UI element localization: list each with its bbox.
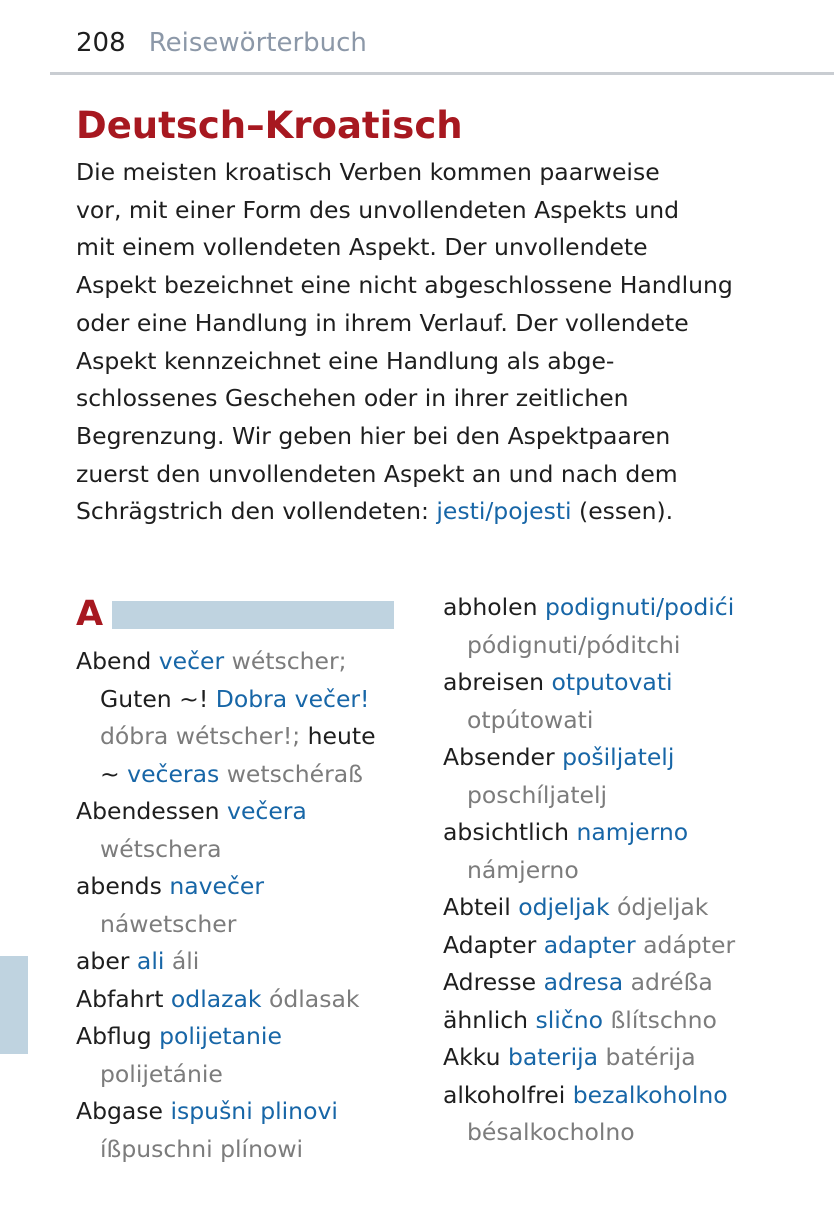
entry-line [76,868,406,906]
pronunciation: otpútowati [467,705,594,734]
entry-line [443,627,834,665]
translation: otputovati [551,668,673,696]
dictionary-entry [443,739,834,814]
pronunciation: wetschéraß [219,759,363,788]
headword: Abendessen [76,797,228,825]
translation: odlazak [170,984,262,1013]
dictionary-entry [76,1093,406,1168]
page-header [76,28,367,68]
intro-line: Begrenzung. Wir geben hier bei den Aspektpaaren [76,421,671,450]
intro-text: Schrägstrich den vollendeten: [76,497,437,526]
headword: Abfahrt [76,984,171,1013]
intro-line: Die meisten kroatisch Verben kommen paarweise [76,158,660,186]
headword: Akku [443,1043,508,1071]
entry-line [443,814,834,852]
dictionary-entry [443,1077,834,1152]
headword: Absender [443,743,563,771]
entry-line [443,777,834,815]
headword: Abgase [76,1097,171,1125]
pronunciation: bésalkocholno [467,1118,635,1146]
dictionary-entry [443,1002,834,1040]
pronunciation: wétscher; [224,647,347,675]
entry-line [443,1002,834,1040]
translation: polijetanie [159,1022,282,1050]
headword: aber [76,947,137,975]
headword: absichtlich [443,818,577,846]
translation: adapter [543,930,636,959]
headword: ähnlich [443,1005,536,1034]
entry-line [76,943,406,981]
thumb-index-tab [0,956,28,1054]
entry-line [443,1039,834,1077]
dictionary-entry [76,981,406,1019]
intro-line: Aspekt bezeichnet eine nicht abgeschlossene Handlung [76,271,733,300]
entry-line [443,889,834,927]
entry-line [76,1093,406,1131]
entry-line [443,739,834,777]
entry-line [76,831,406,869]
pronunciation: batérija [598,1043,696,1071]
translation: podignuti/podići [544,593,735,621]
pronunciation: adápter [635,930,736,959]
intro-line: Aspekt kennzeichnet eine Handlung als abge- [76,346,615,375]
entry-line [76,793,406,831]
entry-line [76,981,406,1019]
entry-line [443,664,834,702]
headword: Adresse [443,968,544,996]
entry-line [443,589,834,627]
letter-heading-bar [112,601,394,629]
translation: slično [535,1005,604,1034]
running-title: Reisewörterbuch [148,28,367,58]
pronunciation: áli [164,947,200,975]
entry-line [76,1056,406,1094]
translation: večera [227,797,307,825]
translation: pošiljatelj [562,743,675,771]
pronunciation: íßpuschni plínowi [100,1134,304,1163]
headword: Abend [76,647,159,675]
pronunciation: pódignuti/póditchi [467,630,681,659]
entry-list-left [76,643,406,1168]
section-title: Deutsch–Kroatisch [76,104,463,147]
pronunciation: polijetánie [100,1059,223,1088]
dictionary-entry [443,589,834,664]
dictionary-column-right [443,589,834,1152]
intro-line: zuerst den unvollendeten Aspekt an und nach dem [76,459,678,488]
section-letter: A [76,594,104,634]
entry-line [76,681,406,719]
pronunciation: náwetscher [100,909,237,938]
intro-line: oder eine Handlung in ihrem Verlauf. Der vollendete [76,308,689,337]
dictionary-entry [76,868,406,943]
dictionary-entry [76,793,406,868]
dictionary-entry [443,664,834,739]
headword: alkoholfrei [443,1080,573,1109]
dictionary-entry [443,927,834,965]
pronunciation: ódjeljak [609,893,709,921]
pronunciation: námjerno [467,855,579,884]
headword: abends [76,872,170,900]
translation: Dobra večer! [215,684,370,713]
intro-line: schlossenes Geschehen oder in ihrer zeitlichen [76,384,629,413]
translation: bezalkoholno [572,1080,728,1109]
headword: abreisen [443,668,552,696]
intro-text: (essen). [571,497,674,526]
translation: večer [158,647,225,675]
headword: Abteil [443,893,519,921]
page-number: 208 [76,28,126,58]
headword: Guten ~! [100,684,216,713]
entry-line [443,1114,834,1152]
dictionary-entry [443,889,834,927]
dictionary-entry [76,643,406,793]
translation: baterija [507,1043,599,1071]
entry-line [443,702,834,740]
entry-line [443,852,834,890]
pronunciation: wétschera [100,834,222,863]
translation: odjeljak [518,893,610,921]
dictionary-column-left [76,594,406,1168]
intro-line: mit einem vollendeten Aspekt. Der unvollendete [76,233,648,262]
translation: ispušni plinovi [170,1097,338,1125]
headword: ~ [100,759,128,788]
entry-line [76,718,406,756]
headword: heute [307,722,376,750]
entry-line [76,1018,406,1056]
intro-line-last [76,493,816,531]
translation: namjerno [576,818,689,846]
intro-line: vor, mit einer Form des unvollendeten Aspekts und [76,195,680,224]
dictionary-entry [443,814,834,889]
headword: abholen [443,593,545,621]
entry-line [443,927,834,965]
translation: navečer [169,872,265,900]
entry-line [443,964,834,1002]
entry-line [443,1077,834,1115]
dictionary-entry [76,1018,406,1093]
dictionary-entry [76,943,406,981]
entry-line [76,906,406,944]
pronunciation: adréßa [623,968,713,996]
letter-heading [76,594,406,643]
entry-list-right [443,589,834,1152]
header-divider [50,72,834,75]
entry-line [76,643,406,681]
dictionary-entry [443,964,834,1002]
pronunciation: ßlítschno [603,1005,717,1034]
intro-paragraph [76,154,816,531]
translation: adresa [543,968,624,996]
translation: ali [136,947,165,975]
pronunciation: poschíljatelj [467,780,608,809]
translation: večeras [127,759,220,788]
dictionary-entry [443,1039,834,1077]
entry-line [76,756,406,794]
entry-line [76,1131,406,1169]
intro-example-translation: jesti/pojesti [436,497,572,526]
headword: Adapter [443,930,544,959]
pronunciation: ódlasak [261,984,360,1013]
pronunciation: dóbra wétscher!; [100,722,308,750]
headword: Abflug [76,1022,160,1050]
